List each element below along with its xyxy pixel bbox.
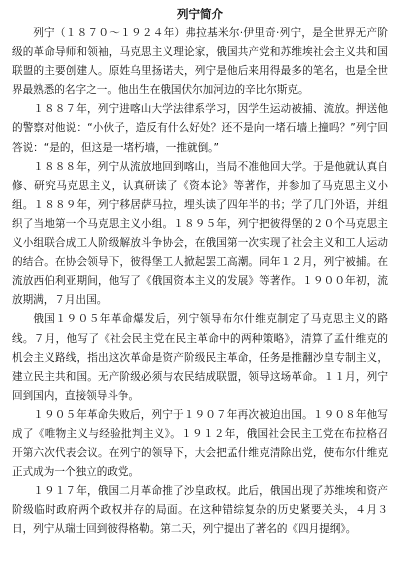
paragraph-intro: 列宁（１８７０～１９２４年）弗拉基米尔·伊里奇·列宁，是全世界无产阶级的革命导师和领袖，马克思主义理论家，俄国共产党和苏维埃社会主义共和国联盟的主要创建人。原姓乌里扬诺夫，列宁是他后来用得最多的笔名，也是全世界最熟悉的名字之一。他出生在俄国伏尔加河边的辛比尔斯克。 <box>12 27 388 97</box>
paragraph-1905-revolution: 俄国１９０５年革命爆发后，列宁领导布尔什维克制定了马克思主义的路线。７月，他写了《社会民主党在民主革命中的两种策略》，清算了孟什维克的机会主义路线，指出这次革命是资产阶级民主革命，任务是推翻沙皇专制主义，建立民主共和国。无产阶级必须与农民结成联盟，领导这场革命。１１月，列宁回到国内，直接领导斗争。 <box>12 313 388 402</box>
document-title: 列宁简介 <box>177 7 223 21</box>
paragraph-1917: １９１７年，俄国二月革命推了沙皇政权。此后，俄国出现了苏维埃和资产阶级临时政府两个政权并存的局面。在这种错综复杂的历史紧要关头，４月３日，列宁从瑞士回到彼得格勒。第二天，列宁提出了著名的《四月提纲》。 <box>12 485 388 536</box>
paragraph-1887: １８８７年，列宁进喀山大学法律系学习，因学生运动被捕、流放。押送他的警察对他说：“小伙子，造反有什么好处？还不是向一堵石墙上撞吗？”列宁回答说：“是的，但这是一堵朽墙，一推就倒。” <box>12 103 388 154</box>
paragraph-1907: １９０５年革命失败后，列宁于１９０７年再次被迫出国。１９０８年他写成了《唯物主义与经验批判主义》。１９１２年，俄国社会民主工党在布拉格召开第六次代表会议。在列宁的领导下，大会把孟什维克清除出党，使布尔什维克正式成为一个独立的政党。 <box>12 408 388 479</box>
paragraph-1888: １８８８年，列宁从流放地回到喀山，当局不准他回大学。于是他就认真自修、研究马克思主义，认真研读了《资本论》等著作，并参加了马克思主义小组。１８８９年，列宁移居萨马拉，埋头读了四年半的书；学了几门外语，并组织了当地第一个马克思主义小组。１８９５年，列宁把彼得堡的２０个马克思主义小组联合成工人阶级解放斗争协会，在俄国第一次实现了社会主义和工人运动的结合。在协会领导下，彼得堡工人掀起罢工高潮。同年１２月，列宁被捕。在流放西伯利亚期间，他写了《俄国资本主义的发展》等著作。１９００年初，流放期满，７月出国。 <box>12 160 388 307</box>
